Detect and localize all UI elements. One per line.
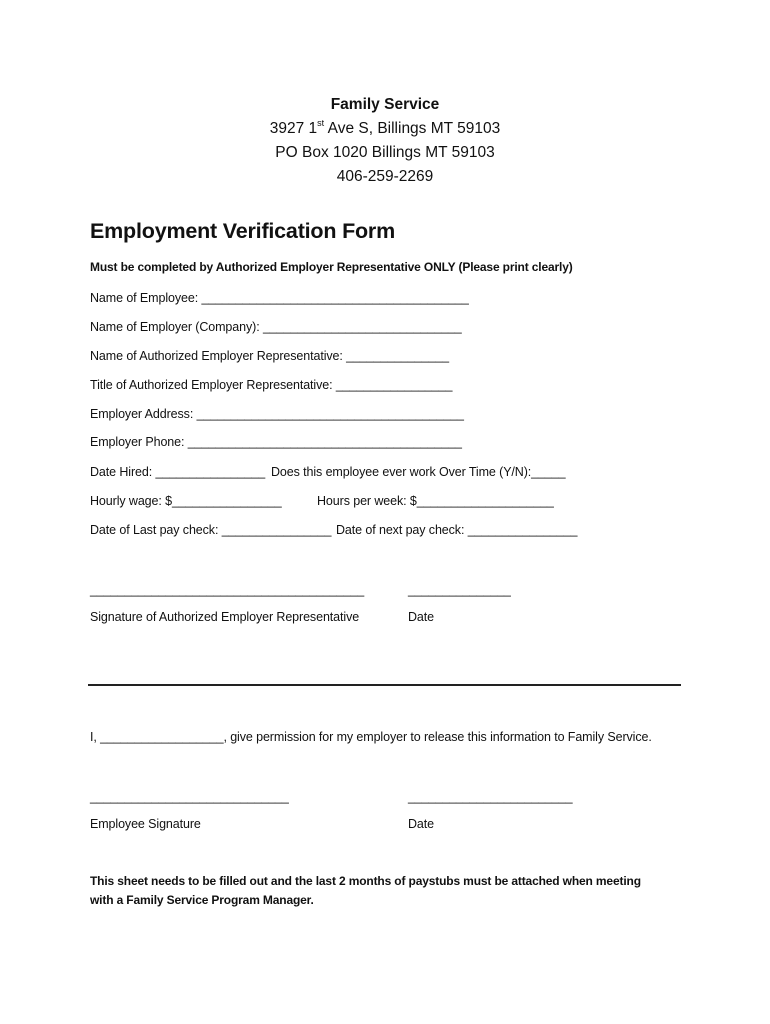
employer-name-field[interactable]: Name of Employer (Company): _____________________________ xyxy=(90,320,462,334)
po-box-address: PO Box 1020 Billings MT 59103 xyxy=(275,144,495,161)
representative-title-field[interactable]: Title of Authorized Employer Representative: _________________ xyxy=(90,378,453,392)
form-title: Employment Verification Form xyxy=(90,219,396,243)
hours-per-week-field[interactable]: Hours per week: $____________________ xyxy=(317,494,554,508)
representative-name-field[interactable]: Name of Authorized Employer Representative: _______________ xyxy=(90,349,449,363)
employee-signature-date-line[interactable]: ________________________ xyxy=(408,790,573,804)
footer-note-line-1: This sheet needs to be filled out and the last 2 months of paystubs must be attached when meeting xyxy=(90,874,641,888)
employee-signature-line[interactable]: _____________________________ xyxy=(90,790,289,804)
employer-signature-date-line[interactable]: _______________ xyxy=(408,583,511,597)
employer-address-field[interactable]: Employer Address: _______________________________________ xyxy=(90,407,464,421)
section-divider xyxy=(88,684,681,686)
date-hired-field[interactable]: Date Hired: ________________ xyxy=(90,465,266,479)
address-number: 3927 1 xyxy=(269,120,318,137)
employer-signature-label: Signature of Authorized Employer Representative xyxy=(90,610,360,624)
employer-phone-field[interactable]: Employer Phone: ________________________________________ xyxy=(90,435,462,449)
last-pay-check-field[interactable]: Date of Last pay check: ________________ xyxy=(90,523,332,537)
employee-name-field[interactable]: Name of Employee: _______________________________________ xyxy=(90,291,469,305)
employee-signature-label: Employee Signature xyxy=(90,817,201,831)
organization-phone: 406-259-2269 xyxy=(336,168,434,185)
permission-statement[interactable]: I, __________________, give permission for my employer to release this information to Family Service. xyxy=(90,730,652,744)
overtime-field[interactable]: Does this employee ever work Over Time (Y/N):_____ xyxy=(271,465,566,479)
hourly-wage-field[interactable]: Hourly wage: $________________ xyxy=(90,494,282,508)
employee-date-label: Date xyxy=(408,817,435,831)
address-ordinal-suffix: st xyxy=(317,117,325,128)
address-rest: Ave S, Billings MT 59103 xyxy=(324,120,501,137)
employer-signature-line[interactable]: ________________________________________ xyxy=(90,583,365,597)
footer-note-line-2: with a Family Service Program Manager. xyxy=(90,893,314,907)
employer-date-label: Date xyxy=(408,610,435,624)
next-pay-check-field[interactable]: Date of next pay check: ________________ xyxy=(336,523,578,537)
form-instruction: Must be completed by Authorized Employer Representative ONLY (Please print clearly) xyxy=(90,260,573,274)
street-address xyxy=(0,119,770,139)
organization-name: Family Service xyxy=(330,96,440,113)
